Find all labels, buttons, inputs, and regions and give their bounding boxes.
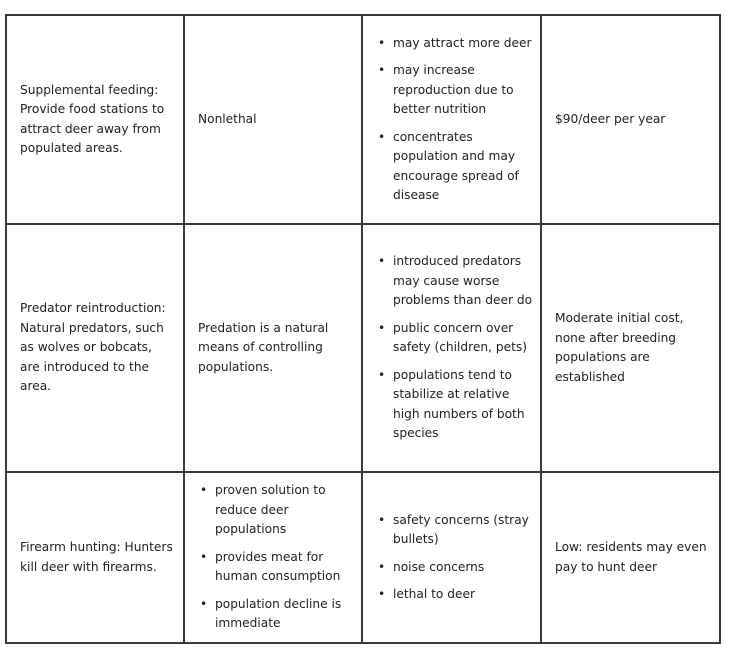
- bullet-icon: •: [200, 549, 208, 564]
- list-item: • lethal to deer: [376, 585, 540, 605]
- method-cell: [6, 15, 184, 224]
- cost-text: Low: residents may even pay to hunt deer: [555, 540, 707, 574]
- list-item: • provides meat for human consumption: [200, 549, 341, 584]
- list-item: • safety concerns (stray bullets): [378, 512, 529, 546]
- list-item: • proven solution to reduce deer populations: [200, 483, 326, 537]
- bullet-icon: •: [378, 320, 386, 335]
- bullet-icon: •: [378, 587, 386, 601]
- list-item: • populations tend to stabilize at relative high numbers of both species: [378, 367, 525, 441]
- list-item: • public concern over safety (children, pets): [378, 320, 527, 355]
- cost-cell: [541, 472, 720, 643]
- bullet-icon: •: [378, 367, 386, 382]
- list-item: • introduced predators may cause worse problems than deer do: [378, 254, 533, 308]
- advantages-text: Predation is a natural means of controlling populations.: [198, 320, 329, 374]
- table-row: [6, 15, 720, 224]
- disadvantages-cell: [362, 224, 541, 472]
- method-cell: [6, 472, 184, 643]
- method-text: Predator reintroduction: Natural predators, such as wolves or bobcats, are introduced to the area.: [20, 301, 166, 394]
- method-text: Firearm hunting: Hunters kill deer with firearms.: [20, 540, 173, 574]
- list-item: • noise concerns: [376, 558, 540, 578]
- disadvantages-list: [376, 34, 540, 206]
- disadvantages-cell: [362, 472, 541, 643]
- bullet-icon: •: [200, 483, 208, 498]
- list-item: • population decline is immediate: [200, 596, 342, 631]
- bullet-icon: •: [378, 129, 386, 144]
- bullet-icon: •: [378, 35, 386, 50]
- list-item: • concentrates population and may encourage spread of disease: [378, 129, 519, 202]
- bullet-icon: •: [378, 559, 386, 574]
- cost-cell: [541, 224, 720, 472]
- bullet-icon: •: [378, 63, 386, 77]
- method-cell: [6, 224, 184, 472]
- cost-text: $90/deer per year: [555, 111, 666, 126]
- advantages-list: [198, 481, 361, 634]
- advantages-cell: [184, 224, 362, 472]
- disadvantages-cell: [362, 15, 541, 224]
- deer-management-table: [5, 14, 721, 644]
- list-item: • may increase reproduction due to better nutrition: [378, 63, 514, 116]
- cost-text: Moderate initial cost, none after breeding populations are established: [555, 311, 684, 384]
- method-text: Supplemental feeding: Provide food stations to attract deer away from populated areas.: [20, 82, 165, 155]
- advantages-cell: [184, 15, 362, 224]
- bullet-icon: •: [378, 254, 386, 269]
- bullet-icon: •: [200, 596, 208, 611]
- disadvantages-list: [376, 252, 540, 444]
- advantages-cell: [184, 472, 362, 643]
- list-item: • may attract more deer: [376, 34, 540, 54]
- table-row: [6, 224, 720, 472]
- table-row: [6, 472, 720, 643]
- cost-cell: [541, 15, 720, 224]
- disadvantages-list: [376, 511, 540, 605]
- advantages-text: Nonlethal: [198, 111, 257, 126]
- bullet-icon: •: [378, 512, 386, 527]
